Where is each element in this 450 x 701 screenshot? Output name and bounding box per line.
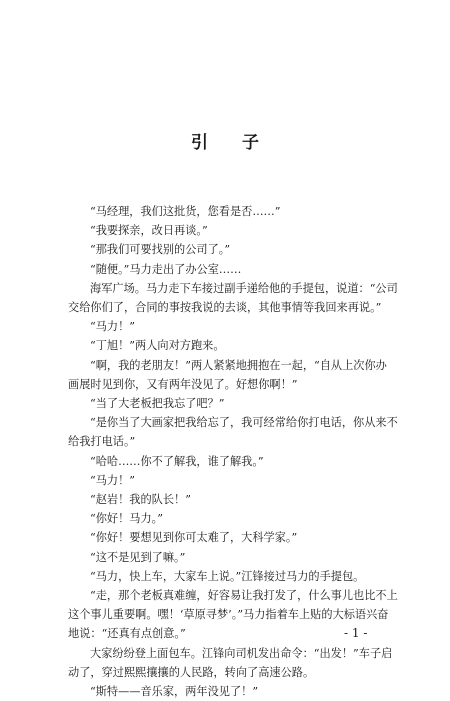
paragraph: “你好！要想见到你可太难了，大科学家。” bbox=[90, 531, 298, 545]
paragraph: “赵岩！我的队长！” bbox=[90, 493, 191, 507]
paragraph: “你好！马力。” bbox=[90, 512, 163, 526]
paragraph: “马经理，我们这批货，您看是否……” bbox=[90, 205, 281, 218]
paragraph: “随便。”马力走出了办公室…… bbox=[90, 262, 242, 276]
paragraph: “走，那个老板真难缠，好容易让我打发了，什么事儿也比不上这个事儿重要啊。嘿！‘草原寻梦’。”马力指着车上贴的大标语兴奋地说：“还真有点创意。” bbox=[68, 589, 398, 641]
paragraph: “马力，快上车，大家车上说。”江锋接过马力的手提包。 bbox=[90, 569, 365, 583]
paragraph: “是你当了大画家把我给忘了，我可经常给你打电话，你从来不给我打电话。” bbox=[68, 416, 398, 449]
page-number: - 1 - bbox=[344, 626, 368, 640]
paragraph: “斯特——音乐家，两年没见了！” bbox=[90, 685, 259, 699]
paragraph: “当了大老板把我忘了吧？” bbox=[90, 397, 225, 411]
paragraph: “这不是见到了嘛。” bbox=[90, 550, 186, 564]
paragraph: 海军广场。马力走下车接过副手递给他的手提包，说道：“公司交给你们了，合同的事按我说的去谈，其他事情等我回来再说。” bbox=[68, 281, 398, 315]
paragraph: 大家纷纷登上面包车。江锋向司机发出命令：“出发！”车子启动了，穿过熙熙攘攘的人民路，转向了高速公路。 bbox=[68, 646, 393, 679]
paragraph: “马力！” bbox=[90, 473, 136, 487]
page-title: 引 子 bbox=[191, 133, 273, 153]
paragraph: “马力！” bbox=[90, 320, 136, 334]
paragraph: “那我们可要找别的公司了。” bbox=[90, 243, 231, 257]
paragraph: “丁旭！”两人向对方跑来。 bbox=[90, 339, 225, 353]
paragraph: “哈哈……你不了解我，谁了解我。” bbox=[90, 454, 264, 468]
paragraph: “我要探亲，改日再谈。” bbox=[90, 224, 208, 238]
paragraph: “啊，我的老朋友！”两人紧紧地拥抱在一起，“自从上次你办画展时见到你，又有两年没见了。好想你啊！” bbox=[68, 358, 387, 391]
